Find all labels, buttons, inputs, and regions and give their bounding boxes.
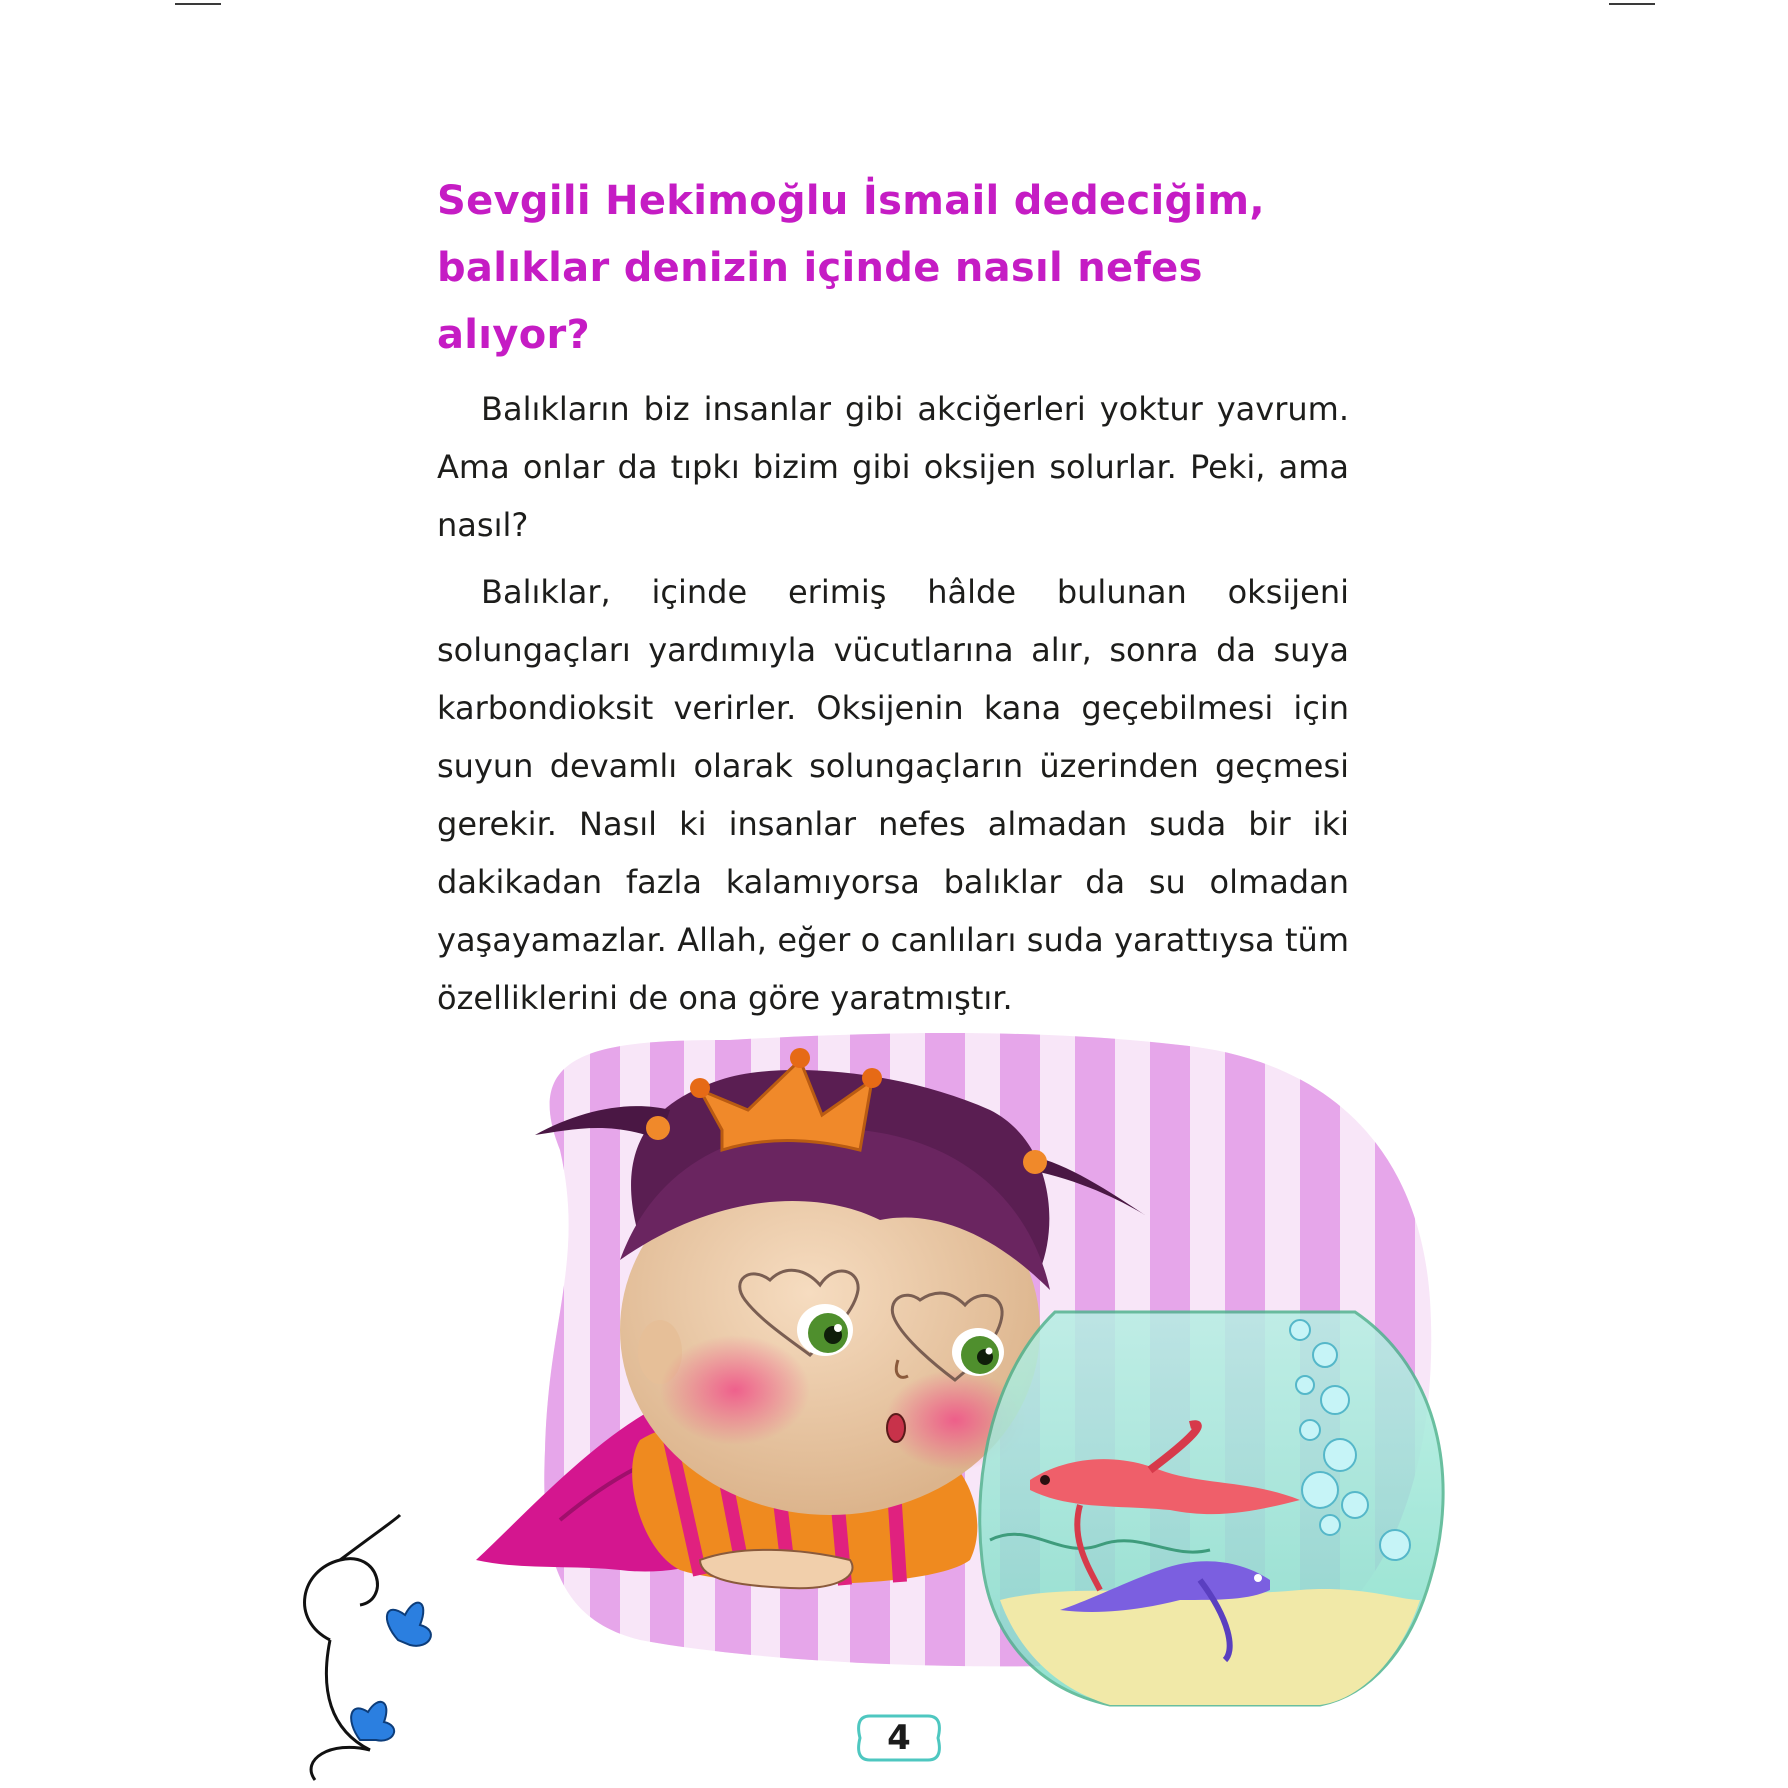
- butterfly-icon: [387, 1603, 431, 1646]
- butterfly-icon: [351, 1702, 394, 1741]
- paragraph-1: Balıkların biz insanlar gibi akciğerleri yoktur yavrum. Ama onlar da tıpkı bizim gibi oksijen solurlar. Peki, ama nasıl?: [437, 390, 1349, 544]
- page-title: Sevgili Hekimoğlu İsmail dedeciğim, balıklar denizin içinde nasıl nefes alıyor?: [437, 178, 1265, 358]
- page-number: 4: [887, 1718, 911, 1758]
- paragraph-2: Balıklar, içinde erimiş hâlde bulunan oksijeni solungaçları yardımıyla vücutlarına alır, sonra da suya karbondioksit verirler. Oksijenin kana geçebilmesi için suyun devamlı olarak solungaçların üzerinden geçmesi gerekir. Nasıl ki insanlar nefes almadan suda bir iki dakikadan fazla kalamıyorsa balıklar da su olmadan yaşayamazlar. Allah, eğer o canlıları suda yarattıysa tüm özelliklerini de ona göre yaratmıştır.: [437, 573, 1349, 1017]
- page-number-badge: [852, 1710, 946, 1766]
